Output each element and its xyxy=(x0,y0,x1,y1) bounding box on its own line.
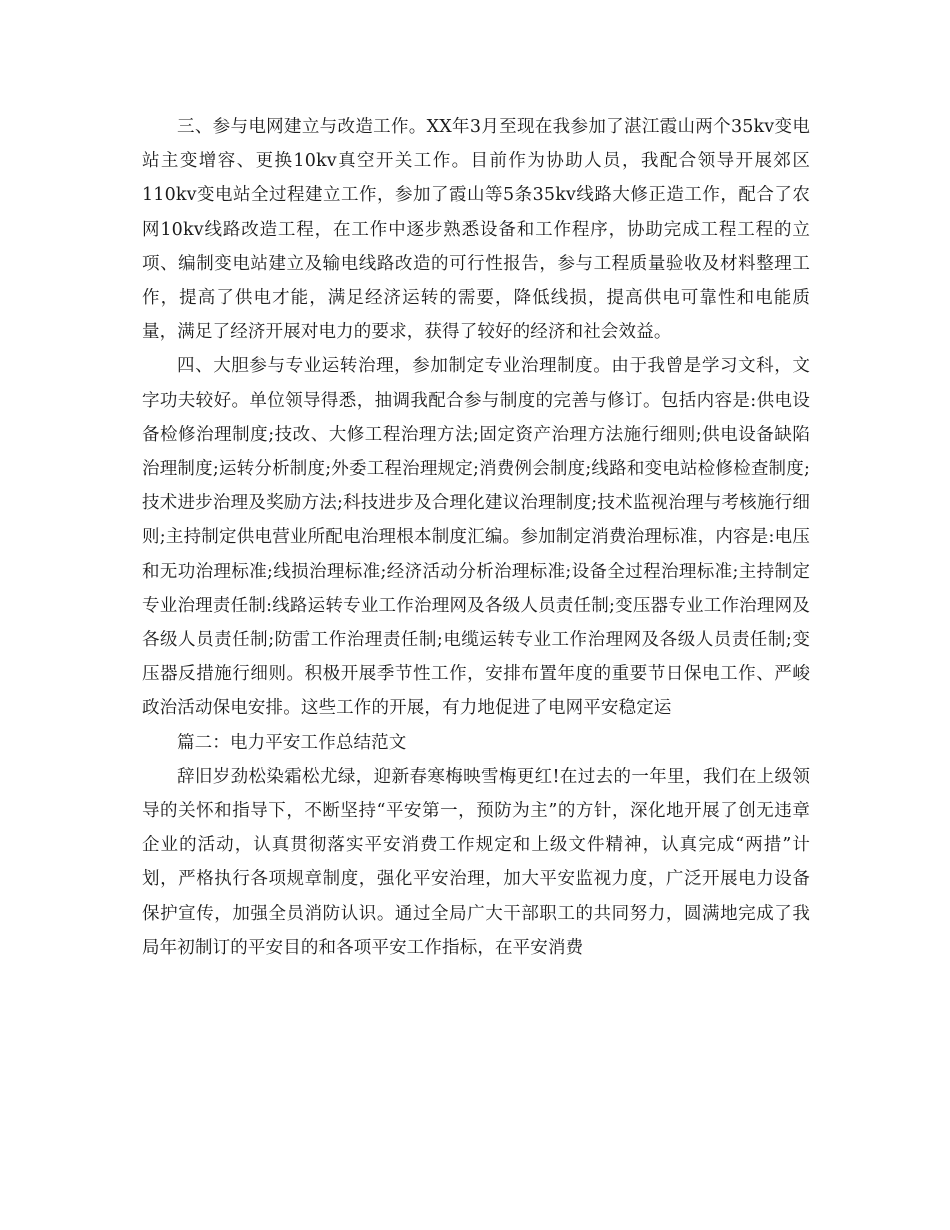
section-heading: 篇二：电力平安工作总结范文 xyxy=(177,732,407,753)
paragraph-management-rules: 四、大胆参与专业运转治理，参加制定专业治理制度。由于我曾是学习文科，文字功夫较好。单位领导得悉，抽调我配合参与制度的完善与修订。包括内容是:供电设备检修治理制度;技改、大修工程治理方法;固定资产治理方法施行细则;供电设备缺陷治理制度;运转分析制度;外委工程治理规定;消费例会制度;线路和变电站检修检查制度;技术进步治理及奖励方法;科技进步及合理化建议治理制度;技术监视治理与考核施行细则;主持制定供电营业所配电治理根本制度汇编。参加制定消费治理标准，内容是:电压和无功治理标准;线损治理标准;经济活动分析治理标准;设备全过程治理标准;主持制定专业治理责任制:线路运转专业工作治理网及各级人员责任制;变压器专业工作治理网及各级人员责任制;防雷工作治理责任制;电缆运转专业工作治理网及各级人员责任制;变压器反措施行细则。积极开展季节性工作，安排布置年度的重要节日保电工作、严峻政治活动保电安排。这些工作的开展，有力地促进了电网平安稳定运 xyxy=(142,356,810,719)
paragraph-safety-summary: 辞旧岁劲松染霜松尤绿，迎新春寒梅映雪梅更红!在过去的一年里，我们在上级领导的关怀和指导下，不断坚持“平安第一，预防为主”的方针，深化地开展了创无违章企业的活动，认真贯彻落实平安消费工作规定和上级文件精神，认真完成“两措”计划，严格执行各项规章制度，强化平安治理，加大平安监视力度，广泛开展电力设备保护宣传，加强全员消防认识。通过全局广大干部职工的共同努力，圆满地完成了我局年初制订的平安目的和各项平安工作指标，在平安消费 xyxy=(142,766,810,958)
document-body xyxy=(142,110,810,965)
paragraph-grid-construction: 三、参与电网建立与改造工作。XX年3月至现在我参加了湛江霞山两个35kv变电站主变增容、更换10kv真空开关工作。目前作为协助人员，我配合领导开展郊区110kv变电站全过程建立工作，参加了霞山等5条35kv线路大修正造工作，配合了农网10kv线路改造工程，在工作中逐步熟悉设备和工作程序，协助完成工程工程的立项、编制变电站建立及输电线路改造的可行性报告，参与工程质量验收及材料整理工作，提高了供电才能，满足经济运转的需要，降低线损，提高供电可靠性和电能质量，满足了经济开展对电力的要求，获得了较好的经济和社会效益。 xyxy=(142,117,810,343)
